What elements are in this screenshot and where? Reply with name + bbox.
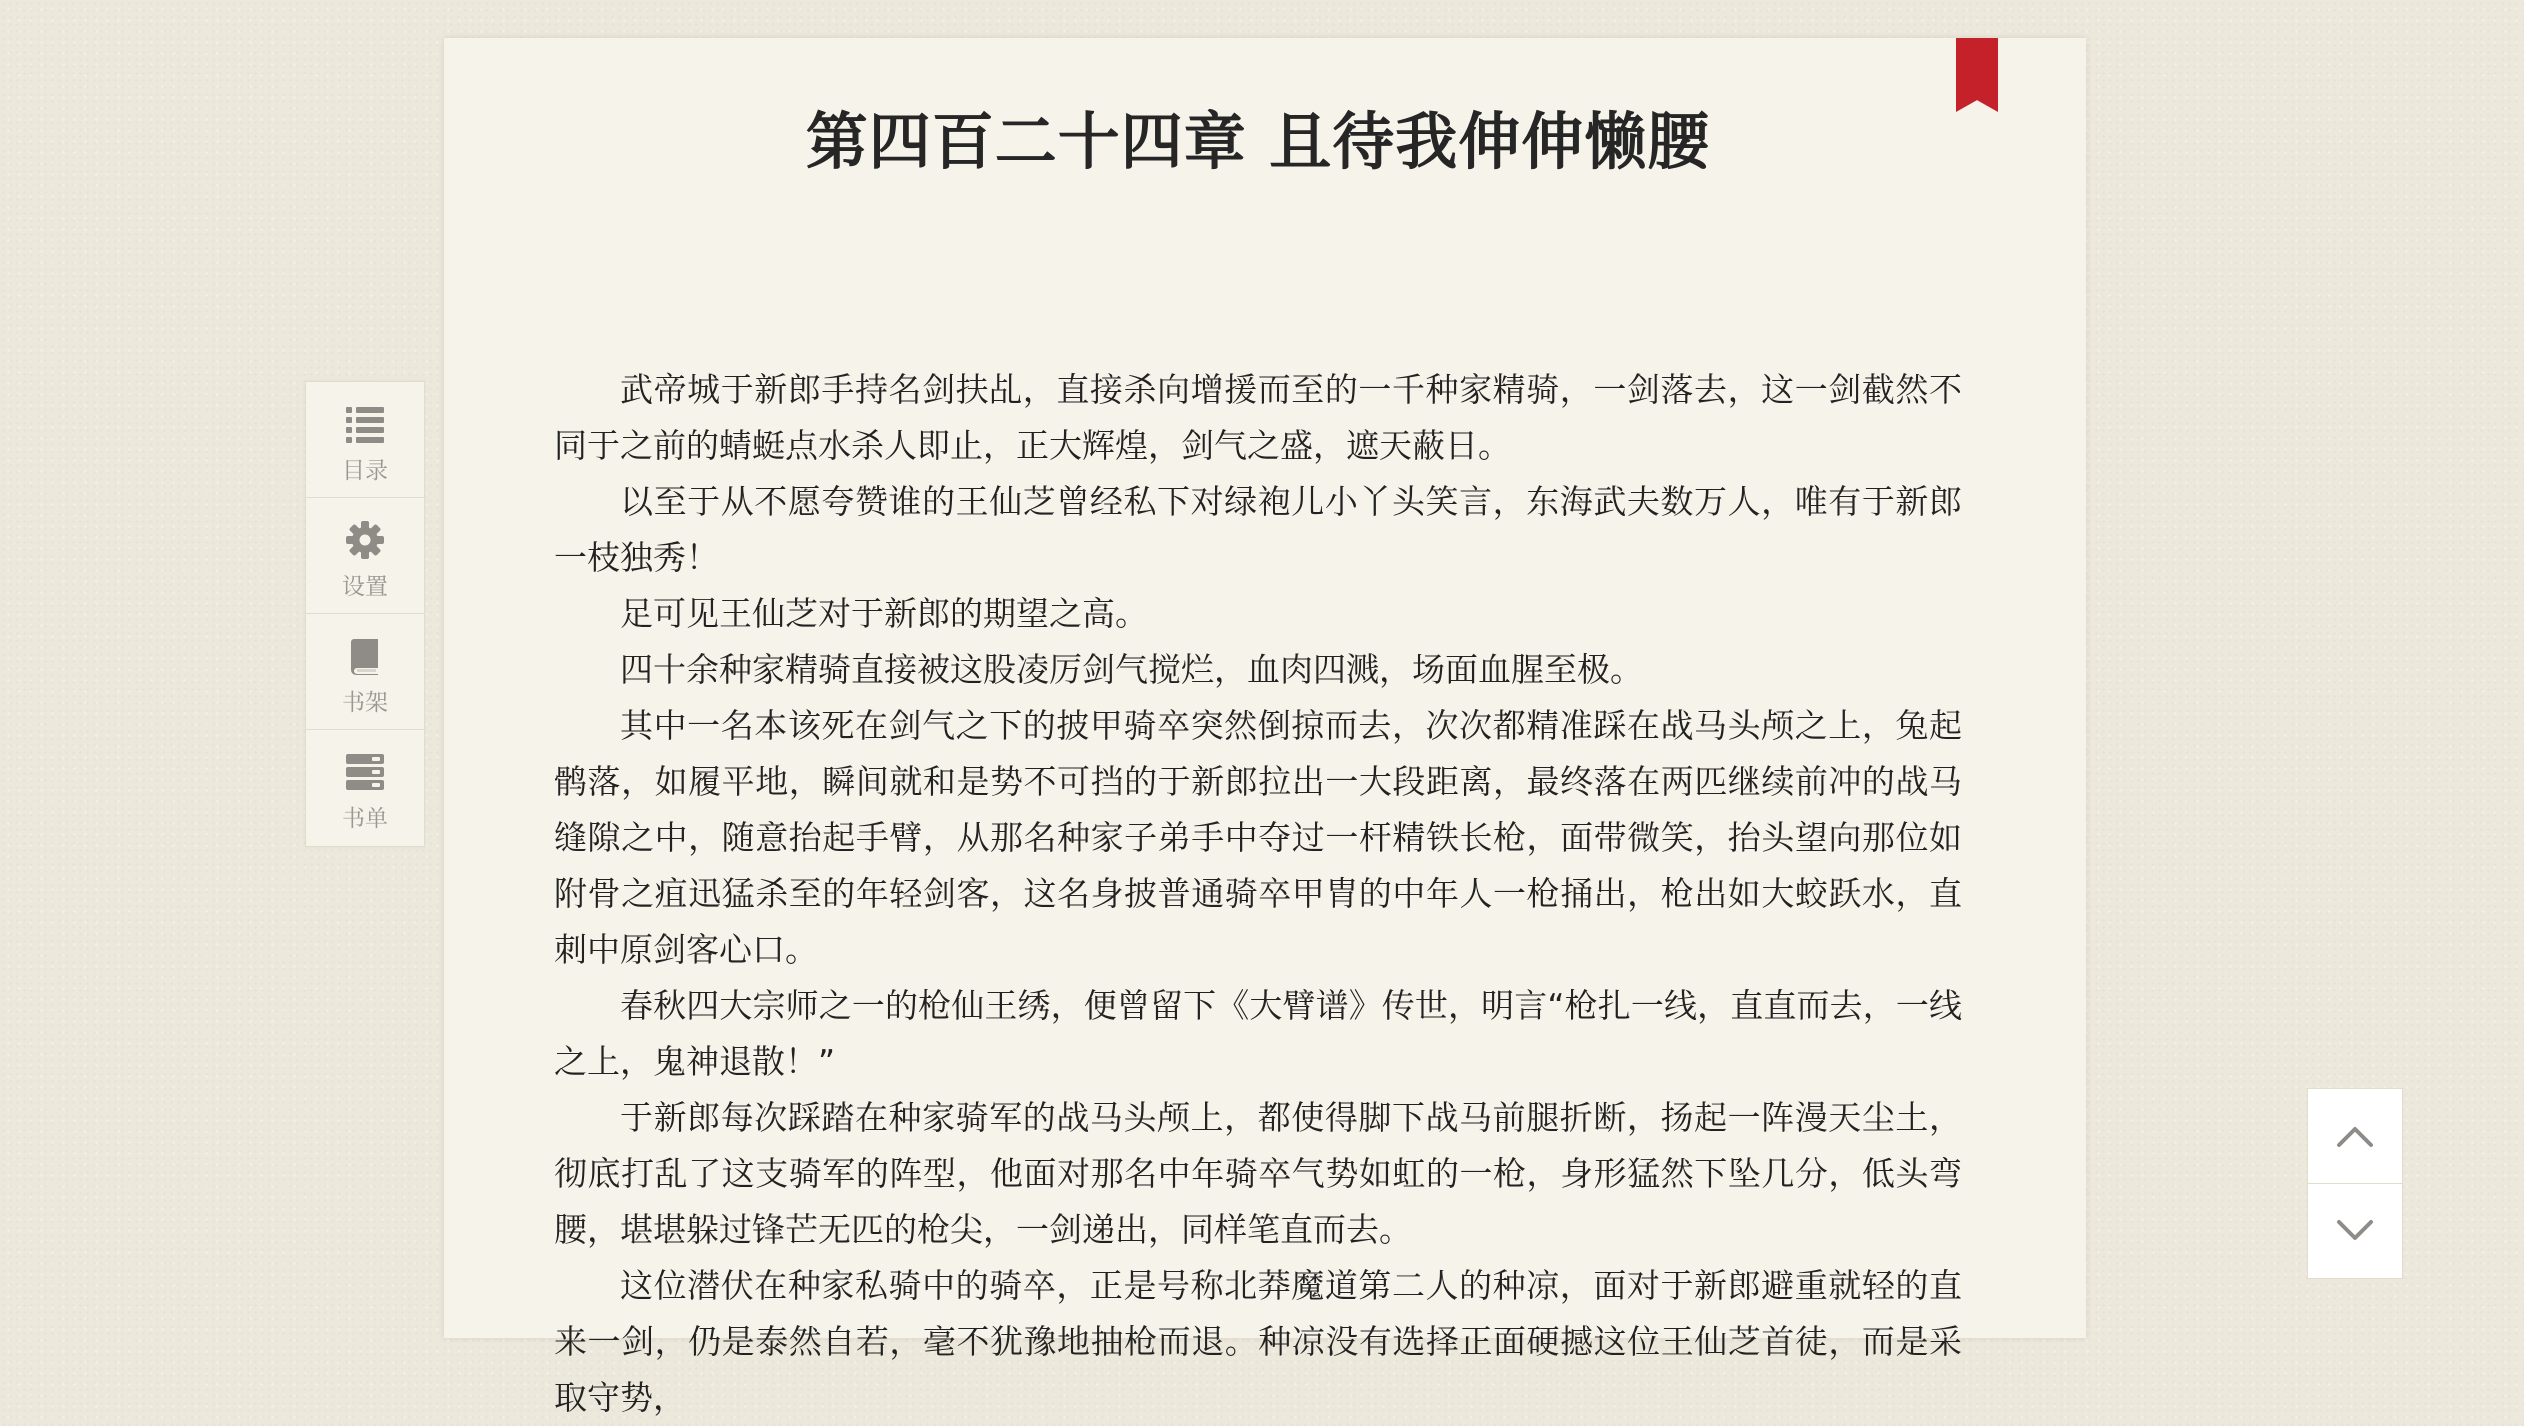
gear-icon bbox=[345, 520, 385, 560]
catalog-button[interactable] bbox=[306, 382, 424, 498]
chapter-content bbox=[554, 362, 1962, 1426]
chevron-down-icon bbox=[2335, 1218, 2375, 1244]
scroll-down-button[interactable] bbox=[2308, 1183, 2402, 1278]
booklist-button[interactable] bbox=[306, 730, 424, 846]
bookshelf-button[interactable] bbox=[306, 614, 424, 730]
paragraph: 这位潜伏在种家私骑中的骑卒，正是号称北莽魔道第二人的种凉，面对于新郎避重就轻的直来一剑，仍是泰然自若，毫不犹豫地抽枪而退。种凉没有选择正面硬撼这位王仙芝首徒，而是采取守势， bbox=[554, 1266, 1962, 1417]
chapter-title: 第四百二十四章 且待我伸伸懒腰 bbox=[805, 105, 1711, 178]
stack-icon bbox=[345, 752, 385, 792]
booklist-label: 书单 bbox=[342, 806, 388, 832]
chevron-up-icon bbox=[2335, 1123, 2375, 1149]
book-icon bbox=[345, 636, 385, 676]
paragraph: 于新郎每次踩踏在种家骑军的战马头颅上，都使得脚下战马前腿折断，扬起一阵漫天尘土，彻底打乱了这支骑军的阵型，他面对那名中年骑卒气势如虹的一枪，身形猛然下坠几分，低头弯腰，堪堪躲过锋芒无匹的枪尖，一剑递出，同样笔直而去。 bbox=[554, 1098, 1962, 1249]
scroll-up-button[interactable] bbox=[2308, 1089, 2402, 1183]
scroll-controls bbox=[2307, 1088, 2403, 1279]
settings-button[interactable] bbox=[306, 498, 424, 614]
catalog-label: 目录 bbox=[342, 458, 388, 484]
reading-page bbox=[444, 38, 2086, 1417]
paragraph: 以至于从不愿夸赞谁的王仙芝曾经私下对绿袍儿小丫头笑言，东海武夫数万人，唯有于新郎一枝独秀！ bbox=[554, 482, 1962, 577]
settings-label: 设置 bbox=[342, 574, 388, 600]
paragraph: 四十余种家精骑直接被这股凌厉剑气搅烂，血肉四溅，场面血腥至极。 bbox=[620, 650, 1643, 689]
paragraph: 其中一名本该死在剑气之下的披甲骑卒突然倒掠而去，次次都精准踩在战马头颅之上，兔起鹘落，如履平地，瞬间就和是势不可挡的于新郎拉出一大段距离，最终落在两匹继续前冲的战马缝隙之中，随意抬起手臂，从那名种家子弟手中夺过一杆精铁长枪，面带微笑，抬头望向那位如附骨之疽迅猛杀至的年轻剑客，这名身披普通骑卒甲胄的中年人一枪捅出，枪出如大蛟跃水，直刺中原剑客心口。 bbox=[554, 706, 1962, 969]
list-icon bbox=[345, 404, 385, 444]
paragraph: 足可见王仙芝对于新郎的期望之高。 bbox=[620, 594, 1148, 633]
bookshelf-label: 书架 bbox=[342, 690, 388, 716]
paragraph: 春秋四大宗师之一的枪仙王绣，便曾留下《大臂谱》传世，明言“枪扎一线，直直而去，一线之上，鬼神退散！” bbox=[554, 986, 1962, 1081]
bookmark-ribbon-icon[interactable] bbox=[1956, 38, 1998, 112]
paragraph: 武帝城于新郎手持名剑扶乩，直接杀向增援而至的一千种家精骑，一剑落去，这一剑截然不同于之前的蜻蜓点水杀人即止，正大辉煌，剑气之盛，遮天蔽日。 bbox=[554, 370, 1962, 465]
left-toolbar bbox=[305, 381, 425, 847]
